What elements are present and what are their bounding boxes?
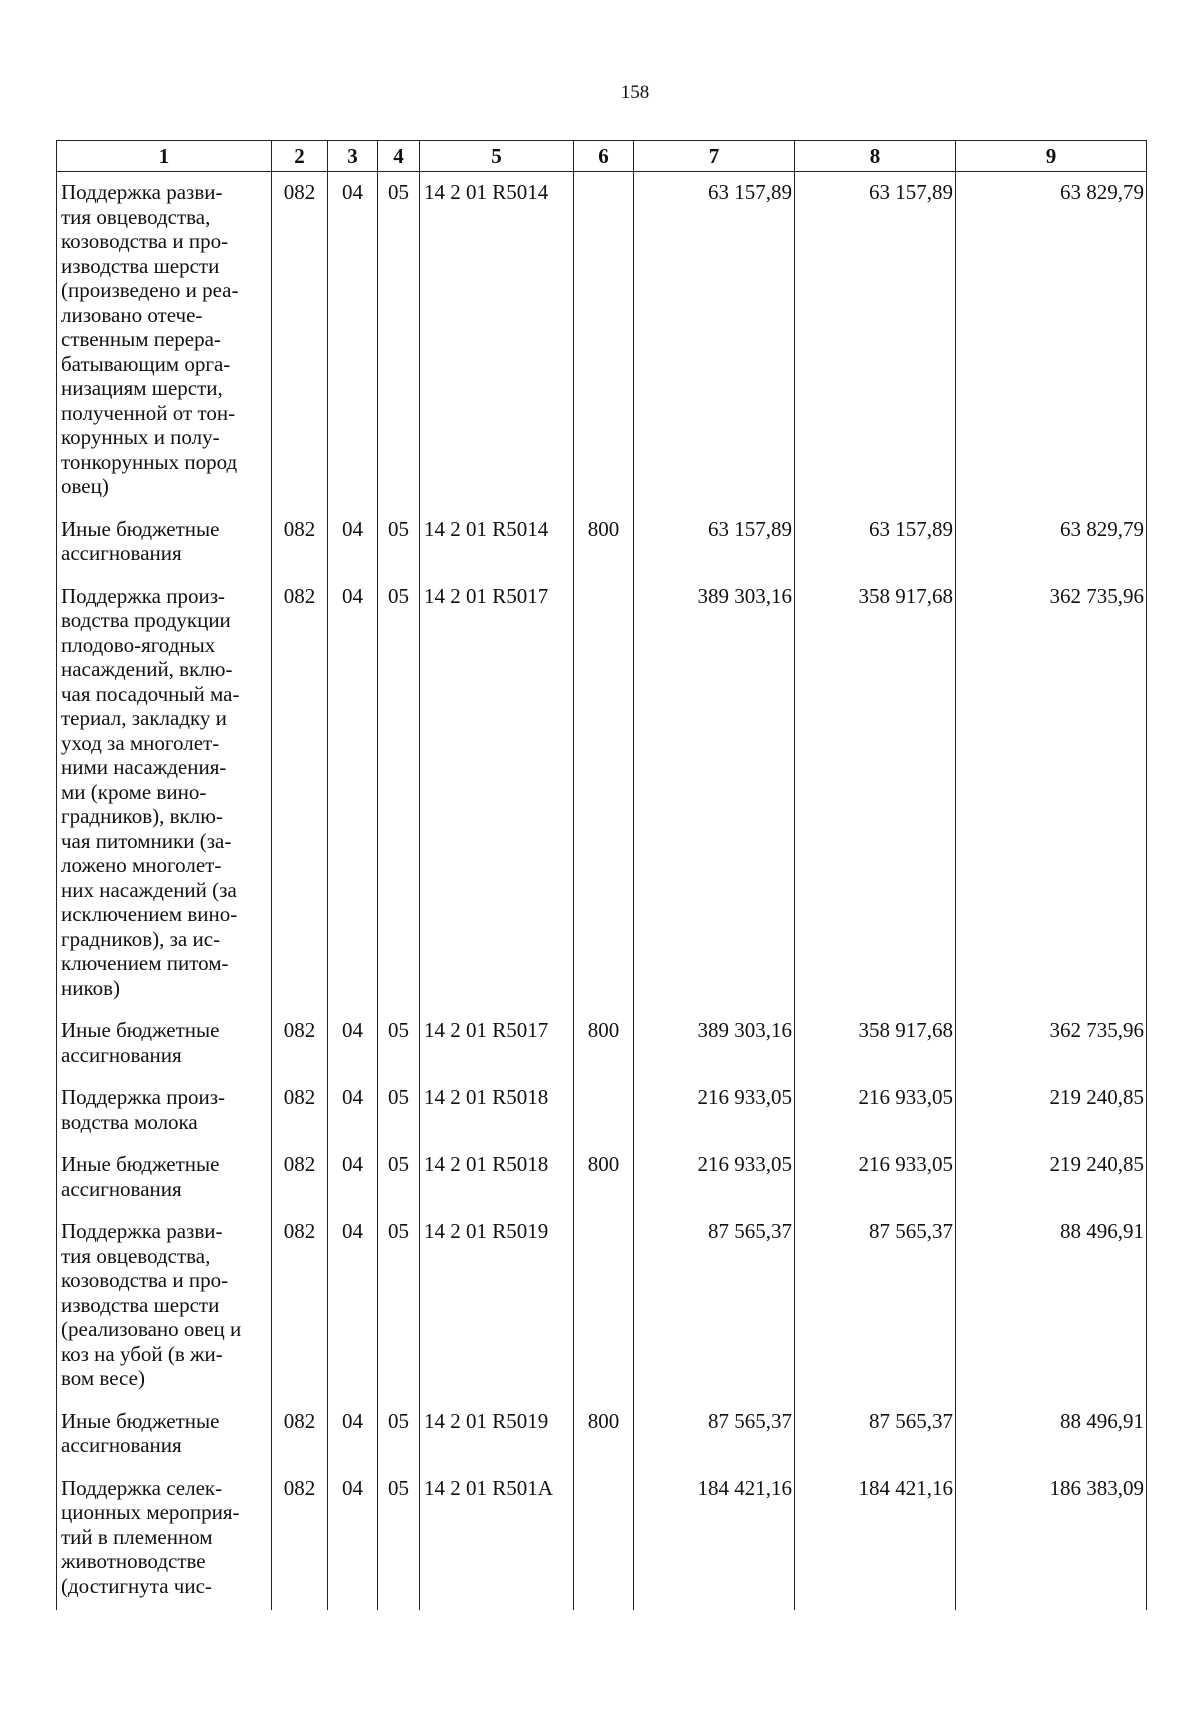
cell-expense-type: 800 <box>574 509 634 576</box>
description-line: Поддержка селек- <box>61 1475 223 1500</box>
cell-amount-col7: 216 933,05 <box>634 1077 795 1144</box>
cell-expense-type: 800 <box>574 1010 634 1077</box>
cell-section: 04 <box>328 1144 378 1211</box>
table-header-row <box>57 141 1147 172</box>
cell-amount-col9: 186 383,09 <box>956 1468 1147 1611</box>
cell-admin-code: 082 <box>272 172 328 509</box>
cell-amount-col8: 358 917,68 <box>795 1010 956 1077</box>
description-line: Иные бюджетные <box>61 1152 220 1176</box>
cell-amount-col9: 63 829,79 <box>956 509 1147 576</box>
description-line: ними насаждения- <box>61 755 227 779</box>
cell-subsection: 05 <box>378 1077 420 1144</box>
cell-admin-code: 082 <box>272 509 328 576</box>
description-line: изводства шерсти <box>61 253 220 278</box>
table-row <box>57 1010 1147 1077</box>
cell-target-code: 14 2 01 R5017 <box>420 1010 574 1077</box>
description-line: козоводства и про- <box>61 1268 229 1292</box>
cell-amount-col9: 63 829,79 <box>956 172 1147 509</box>
column-header: 6 <box>574 141 634 172</box>
description-line: Поддержка произ- <box>61 583 225 608</box>
description-line: тия овцеводства, <box>61 204 211 229</box>
cell-section: 04 <box>328 509 378 576</box>
column-header: 3 <box>328 141 378 172</box>
budget-table <box>56 140 1147 1610</box>
description-line: корунных и полу- <box>61 425 220 449</box>
cell-expense-type <box>574 576 634 1011</box>
cell-subsection: 05 <box>378 1010 420 1077</box>
cell-target-code: 14 2 01 R5018 <box>420 1144 574 1211</box>
cell-subsection: 05 <box>378 172 420 509</box>
description-line: низациям шерсти, <box>61 376 223 400</box>
description-line: градников), за ис- <box>61 926 221 951</box>
description-line: батывающим орга- <box>61 351 231 376</box>
cell-amount-col9: 362 735,96 <box>956 576 1147 1011</box>
cell-expense-type <box>574 1211 634 1401</box>
description-line: водства молока <box>61 1109 198 1134</box>
description-line: териал, закладку и <box>61 706 227 730</box>
cell-amount-col8: 216 933,05 <box>795 1077 956 1144</box>
column-header: 7 <box>634 141 795 172</box>
cell-amount-col8: 63 157,89 <box>795 172 956 509</box>
description-line: градников), вклю- <box>61 804 223 828</box>
description-line: ассигнования <box>61 1176 182 1201</box>
cell-section: 04 <box>328 1211 378 1401</box>
description-line: уход за многолет- <box>61 730 220 755</box>
description-line: (произведено и реа- <box>61 278 239 302</box>
cell-expense-type: 800 <box>574 1144 634 1211</box>
description-line: Поддержка произ- <box>61 1085 225 1109</box>
cell-target-code: 14 2 01 R5019 <box>420 1211 574 1401</box>
cell-section: 04 <box>328 1010 378 1077</box>
description-line: ключением питом- <box>61 951 229 975</box>
cell-admin-code: 082 <box>272 576 328 1011</box>
description-line: Поддержка разви- <box>61 180 223 204</box>
description-line: лизовано отече- <box>61 302 203 327</box>
cell-target-code: 14 2 01 R5014 <box>420 509 574 576</box>
cell-subsection: 05 <box>378 509 420 576</box>
cell-amount-col8: 87 565,37 <box>795 1401 956 1468</box>
description-line: Иные бюджетные <box>61 516 220 541</box>
cell-section: 04 <box>328 1401 378 1468</box>
cell-expense-type <box>574 1468 634 1611</box>
cell-amount-col8: 216 933,05 <box>795 1144 956 1211</box>
description-line: вом весе) <box>61 1366 145 1390</box>
page-number: 158 <box>620 82 650 103</box>
description-line: ассигнования <box>61 1042 182 1067</box>
description-line: Иные бюджетные <box>61 1018 220 1042</box>
cell-admin-code: 082 <box>272 1211 328 1401</box>
cell-target-code: 14 2 01 R5019 <box>420 1401 574 1468</box>
description-line: изводства шерсти <box>61 1292 220 1317</box>
cell-amount-col7: 184 421,16 <box>634 1468 795 1611</box>
description-line: насаждений, вклю- <box>61 657 233 681</box>
description-line: водства продукции <box>61 608 231 632</box>
cell-description <box>57 1010 272 1077</box>
cell-section: 04 <box>328 576 378 1011</box>
cell-description <box>57 1144 272 1211</box>
cell-expense-type: 800 <box>574 1401 634 1468</box>
column-header: 8 <box>795 141 956 172</box>
cell-expense-type <box>574 172 634 509</box>
description-line: полученной от тон- <box>61 400 236 425</box>
description-line: (достигнута чис- <box>61 1573 212 1598</box>
cell-amount-col9: 88 496,91 <box>956 1401 1147 1468</box>
description-line: овец) <box>61 474 109 498</box>
table-row <box>57 509 1147 576</box>
cell-amount-col7: 216 933,05 <box>634 1144 795 1211</box>
table-body <box>57 172 1147 1611</box>
description-line: ственным перера- <box>61 327 221 351</box>
cell-description <box>57 1468 272 1611</box>
table-row <box>57 1077 1147 1144</box>
table-row <box>57 172 1147 509</box>
table-row <box>57 576 1147 1011</box>
cell-amount-col9: 362 735,96 <box>956 1010 1147 1077</box>
cell-target-code: 14 2 01 R5017 <box>420 576 574 1011</box>
column-header: 4 <box>378 141 420 172</box>
cell-amount-col8: 63 157,89 <box>795 509 956 576</box>
description-line: плодово-ягодных <box>61 632 216 657</box>
description-line: ционных мероприя- <box>61 1500 240 1524</box>
cell-description <box>57 1211 272 1401</box>
cell-target-code: 14 2 01 R5018 <box>420 1077 574 1144</box>
cell-amount-col8: 358 917,68 <box>795 576 956 1011</box>
description-line: ложено многолет- <box>61 853 222 877</box>
column-header: 1 <box>57 141 272 172</box>
description-line: Поддержка разви- <box>61 1219 223 1243</box>
cell-amount-col7: 87 565,37 <box>634 1211 795 1401</box>
description-line: ников) <box>61 975 121 1000</box>
column-header: 5 <box>420 141 574 172</box>
description-line: чая питомники (за- <box>61 828 232 853</box>
cell-admin-code: 082 <box>272 1401 328 1468</box>
cell-subsection: 05 <box>378 1468 420 1611</box>
cell-amount-col8: 184 421,16 <box>795 1468 956 1611</box>
cell-admin-code: 082 <box>272 1144 328 1211</box>
cell-description <box>57 1401 272 1468</box>
cell-section: 04 <box>328 1077 378 1144</box>
description-line: козоводства и про- <box>61 229 229 253</box>
cell-target-code: 14 2 01 R5014 <box>420 172 574 509</box>
description-line: коз на убой (в жи- <box>61 1341 223 1366</box>
description-line: тий в племенном <box>61 1524 213 1549</box>
cell-amount-col9: 219 240,85 <box>956 1077 1147 1144</box>
description-line: тонкорунных пород <box>61 449 238 474</box>
cell-subsection: 05 <box>378 576 420 1011</box>
cell-amount-col9: 88 496,91 <box>956 1211 1147 1401</box>
description-line: ми (кроме вино- <box>61 779 207 804</box>
cell-section: 04 <box>328 172 378 509</box>
cell-target-code: 14 2 01 R501A <box>420 1468 574 1611</box>
cell-subsection: 05 <box>378 1211 420 1401</box>
description-line: тия овцеводства, <box>61 1243 211 1268</box>
cell-admin-code: 082 <box>272 1010 328 1077</box>
cell-amount-col7: 87 565,37 <box>634 1401 795 1468</box>
description-line: ассигнования <box>61 1433 182 1457</box>
cell-admin-code: 082 <box>272 1077 328 1144</box>
cell-description <box>57 172 272 509</box>
table-row <box>57 1144 1147 1211</box>
description-line: них насаждений (за <box>61 877 237 902</box>
description-line: исключением вино- <box>61 902 238 926</box>
table-row <box>57 1211 1147 1401</box>
cell-subsection: 05 <box>378 1144 420 1211</box>
cell-amount-col9: 219 240,85 <box>956 1144 1147 1211</box>
description-line: Иные бюджетные <box>61 1408 220 1433</box>
cell-subsection: 05 <box>378 1401 420 1468</box>
table-row <box>57 1468 1147 1611</box>
column-header: 2 <box>272 141 328 172</box>
cell-amount-col7: 63 157,89 <box>634 509 795 576</box>
cell-description <box>57 576 272 1011</box>
column-header: 9 <box>956 141 1147 172</box>
cell-description <box>57 1077 272 1144</box>
cell-amount-col7: 63 157,89 <box>634 172 795 509</box>
table-row <box>57 1401 1147 1468</box>
cell-amount-col7: 389 303,16 <box>634 1010 795 1077</box>
cell-amount-col7: 389 303,16 <box>634 576 795 1011</box>
cell-admin-code: 082 <box>272 1468 328 1611</box>
description-line: чая посадочный ма- <box>61 681 240 706</box>
cell-amount-col8: 87 565,37 <box>795 1211 956 1401</box>
cell-expense-type <box>574 1077 634 1144</box>
cell-description <box>57 509 272 576</box>
description-line: (реализовано овец и <box>61 1317 242 1341</box>
description-line: ассигнования <box>61 541 182 565</box>
cell-section: 04 <box>328 1468 378 1611</box>
description-line: животноводстве <box>61 1549 206 1573</box>
